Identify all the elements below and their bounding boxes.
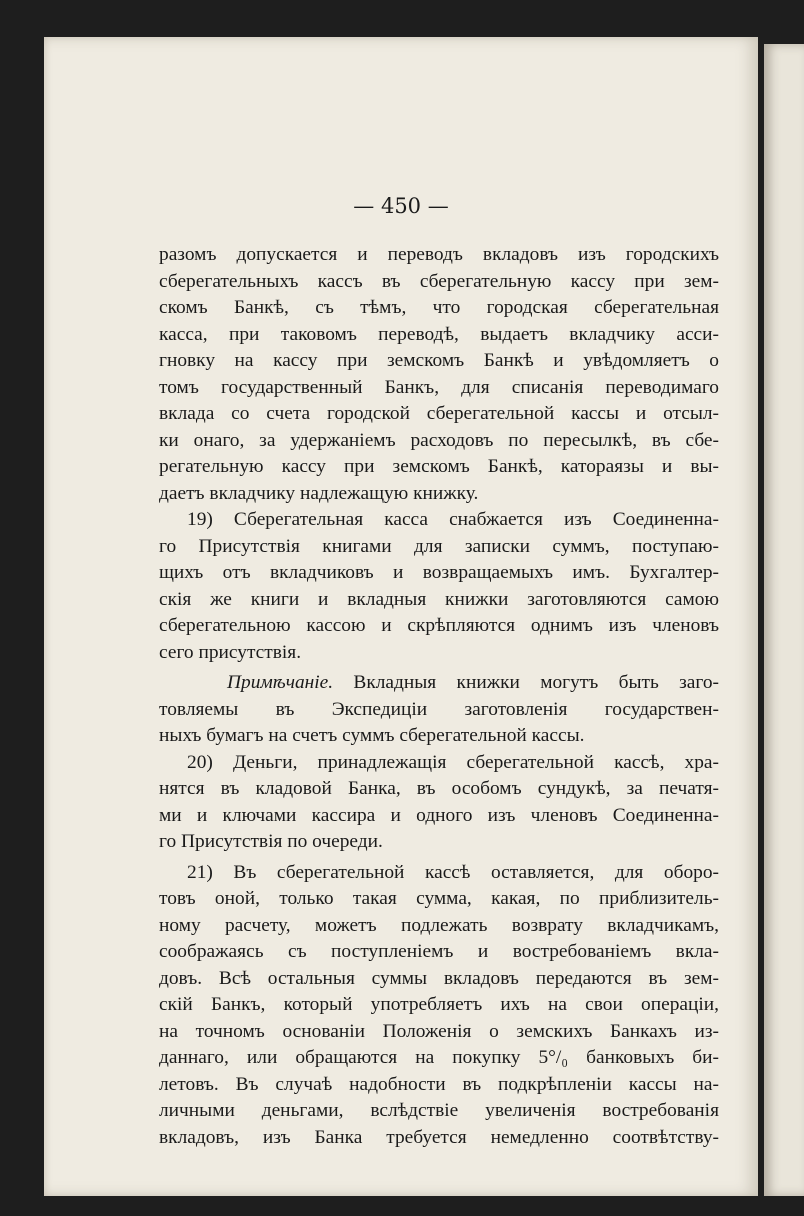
book-page xyxy=(44,37,758,1196)
text-line: вклада со счета городской сберегательной кассы и отсыл- xyxy=(159,403,719,424)
paragraph-19-line: скія же книги и вкладныя книжки заготовляются самою xyxy=(159,588,719,610)
paragraph-19-line: го Присутствія книгами для записки суммъ, поступаю- xyxy=(159,535,719,557)
text-line: гновку на кассу при земскомъ Банкѣ и увѣдомляетъ о xyxy=(159,350,719,371)
paragraph-21-line: довъ. Всѣ остальныя суммы вкладовъ передаются въ зем- xyxy=(159,967,719,989)
text-line: даетъ вкладчику надлежащую книжку. xyxy=(159,482,479,504)
paragraph-20-line: нятся въ кладовой Банка, въ особомъ сундукѣ, за печатя- xyxy=(159,778,719,799)
paragraph-20-line: го Присутствія по очереди. xyxy=(159,831,383,852)
text-line: разомъ допускается и переводъ вкладовъ изъ городскихъ xyxy=(159,244,719,265)
note-line: ныхъ бумагъ на счетъ суммъ сберегательной кассы. xyxy=(159,725,585,746)
paragraph-19-line: сего присутствія. xyxy=(159,641,302,663)
paragraph-19-line: 19) Сберегательная касса снабжается изъ Соединенна- xyxy=(187,509,719,530)
text-line: регательную кассу при земскомъ Банкѣ, катораязы и вы- xyxy=(159,456,719,477)
note-label: Примѣчаніе. xyxy=(227,672,334,693)
text-line: ки онаго, за удержаніемъ расходовъ по пересылкѣ, въ сбе- xyxy=(159,429,719,451)
text-line: скомъ Банкѣ, съ тѣмъ, что городская сберегательная xyxy=(159,297,719,318)
adjacent-page-edge xyxy=(764,44,804,1196)
paragraph-21-line: соображаясь съ поступленіемъ и востребованіемъ вкла- xyxy=(159,941,719,962)
paragraph-21-line: летовъ. Въ случаѣ надобности въ подкрѣпленіи кассы на- xyxy=(159,1073,719,1095)
paragraph-21-line: товъ оной, только такая сумма, какая, по приблизитель- xyxy=(159,888,719,909)
paragraph-21-line: скій Банкъ, который употребляетъ ихъ на свои операціи, xyxy=(159,994,719,1015)
page-text xyxy=(159,242,719,1151)
paragraph-21-line: на точномъ основаніи Положенія о земскихъ Банкахъ из- xyxy=(159,1020,719,1042)
paragraph-21-line: личными деньгами, вслѣдствіе увеличенія востребованія xyxy=(159,1100,719,1121)
paragraph-21-line: ному расчету, можетъ подлежать возврату вкладчикамъ, xyxy=(159,914,719,936)
paragraph-21-line: 21) Въ сберегательной кассѣ оставляется, для оборо- xyxy=(187,861,719,883)
text-line: касса, при таковомъ переводѣ, выдаетъ вкладчику асси- xyxy=(159,323,719,345)
note-line: товляемы въ Экспедиціи заготовленія государствен- xyxy=(159,698,719,720)
paragraph-19-line: сберегательною кассою и скрѣпляются однимъ изъ членовъ xyxy=(159,615,719,636)
page-number: — 450 — xyxy=(353,194,449,218)
note-text: Вкладныя книжки могутъ быть заго- xyxy=(333,672,719,693)
note-line xyxy=(159,670,719,697)
paragraph-20-line: 20) Деньги, принадлежащія сберегательной кассѣ, хра- xyxy=(187,751,719,773)
paragraph-19-line: щихъ отъ вкладчиковъ и возвращаемыхъ имъ. Бухгалтер- xyxy=(159,562,719,583)
paragraph-20-line: ми и ключами кассира и одного изъ членовъ Соединенна- xyxy=(159,804,719,826)
text-line: сберегательныхъ кассъ въ сберегательную кассу при зем- xyxy=(159,270,719,292)
text-line: томъ государственный Банкъ, для списанія переводимаго xyxy=(159,376,719,398)
paragraph-21-line: вкладовъ, изъ Банка требуется немедленно соотвѣтству- xyxy=(159,1126,719,1148)
paragraph-21-line: даннаго, или обращаются на покупку 5°/₀ банковыхъ би- xyxy=(159,1047,719,1068)
